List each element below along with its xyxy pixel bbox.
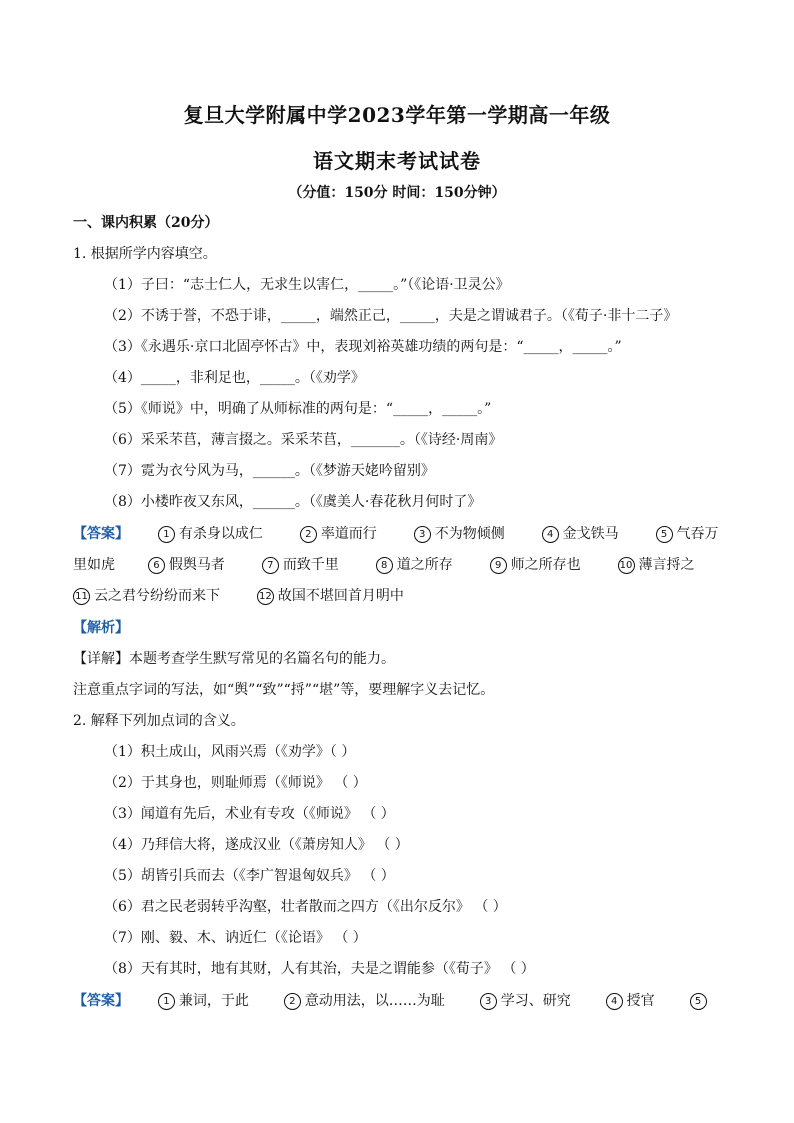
answer-text: 云之君兮纷纷而来下 [94,588,220,604]
answer-number: 3 [480,993,497,1010]
q2-item: （2）于其身也，则耻师焉（《师说》 （ ） [104,775,367,791]
analysis-tag: 【解析】 [73,620,129,636]
q1-item: （2）不诱于誉，不恐于诽，_____，端然正己，_____，夫是之谓诚君子。（《荀子·非十二子》 [104,308,678,324]
answer-tag: 【答案】 [73,993,129,1009]
q1-item: （1）子曰：“志士仁人，无求生以害仁，_____。”（《论语·卫灵公》 [104,277,510,293]
answer-text: 假舆马者 [168,557,225,573]
section-heading: 一、课内积累（20分） [73,215,219,231]
answer-text: 率道而行 [320,526,377,542]
answer-text: 里如虎 [73,557,115,573]
q2-item: （1）积土成山，风雨兴焉（《劝学》（ ） [104,744,356,760]
exam-title: 复旦大学附属中学2023学年第一学期高一年级 [183,103,611,127]
answer-text: 学习、研究 [500,993,571,1009]
note-text: 注意重点字词的写法，如“舆”“致”“捋”“堪”等，要理解字义去记忆。 [73,682,495,698]
answer-number: 9 [490,557,507,574]
exam-subtitle: 语文期末考试试卷 [313,149,481,173]
exam-info: （分值：150分 时间：150分钟） [288,185,506,201]
answer-number: 12 [257,588,274,605]
question-2-prompt: 2. 解释下列加点词的含义。 [73,713,245,729]
answer-number: 1 [158,993,175,1010]
answer-text: 师之所存也 [510,557,581,573]
answer-number: 8 [376,557,393,574]
answer-number: 6 [148,557,165,574]
q1-item: （3）《永遇乐·京口北固亭怀古》中，表现刘裕英雄功绩的两句是：“_____，_____。” [104,339,622,355]
q1-item: （6）采采芣苢，薄言掇之。采采芣苢，_______。（《诗经·周南》 [104,432,503,448]
answer-text: 故国不堪回首月明中 [277,588,404,604]
answer-row [73,586,404,606]
answer-number: 4 [606,993,623,1010]
detail-text: 【详解】本题考查学生默写常见的名篇名句的能力。 [73,651,395,667]
answer-number: 10 [618,557,635,574]
q2-item: （4）乃拜信大将，遂成汉业（《萧房知人》 （ ） [104,837,409,853]
q1-item: （5）《师说》中，明确了从师标准的两句是：“_____，_____。” [104,401,492,417]
q2-item: （7）刚、毅、木、讷近仁（《论语》 （ ） [104,930,367,946]
answer-text: 有杀身以成仁 [178,526,263,542]
answer-number: 1 [158,526,175,543]
q2-item: （3）闻道有先后，术业有专攻（《师说》 （ ） [104,806,395,822]
q1-item: （7）霓为衣兮风为马，______。（《梦游天姥吟留别》 [104,463,435,479]
answer-text: 而致千里 [282,557,339,573]
answer-number: 5 [656,526,673,543]
answer-row [73,524,719,544]
answer-text: 薄言捋之 [638,557,695,573]
answer-number: 2 [300,526,317,543]
answer-number: 4 [542,526,559,543]
answer-row [73,991,711,1011]
q2-item: （8）天有其时，地有其财，人有其治，夫是之谓能参（《荀子》 （ ） [104,961,535,977]
q1-item: （8）小楼昨夜又东风，______。（《虞美人·春花秋月何时了》 [104,494,482,510]
answer-text: 气吞万 [676,526,719,542]
answer-number: 3 [414,526,431,543]
answer-number: 2 [284,993,301,1010]
answer-text: 意动用法，以……为耻 [304,993,445,1009]
question-1-prompt: 1. 根据所学内容填空。 [73,246,217,262]
q2-item: （6）君之民老弱转乎沟壑，壮者散而之四方（《出尔反尔》 （ ） [104,899,507,915]
answer-text: 金戈铁马 [562,526,619,542]
answer-text: 不为物倾侧 [434,526,505,542]
answer-text: 兼词，于此 [178,993,249,1009]
q2-item: （5）胡皆引兵而去（《李广智退匈奴兵》 （ ） [104,868,395,884]
answer-number: 5 [690,993,707,1010]
answer-row [73,555,695,575]
answer-number: 11 [73,588,90,605]
answer-text: 授官 [626,993,655,1009]
answer-tag: 【答案】 [73,526,129,542]
answer-text: 道之所存 [396,557,453,573]
q1-item: （4）_____，非利足也，_____。（《劝学》 [104,370,365,386]
answer-number: 7 [262,557,279,574]
